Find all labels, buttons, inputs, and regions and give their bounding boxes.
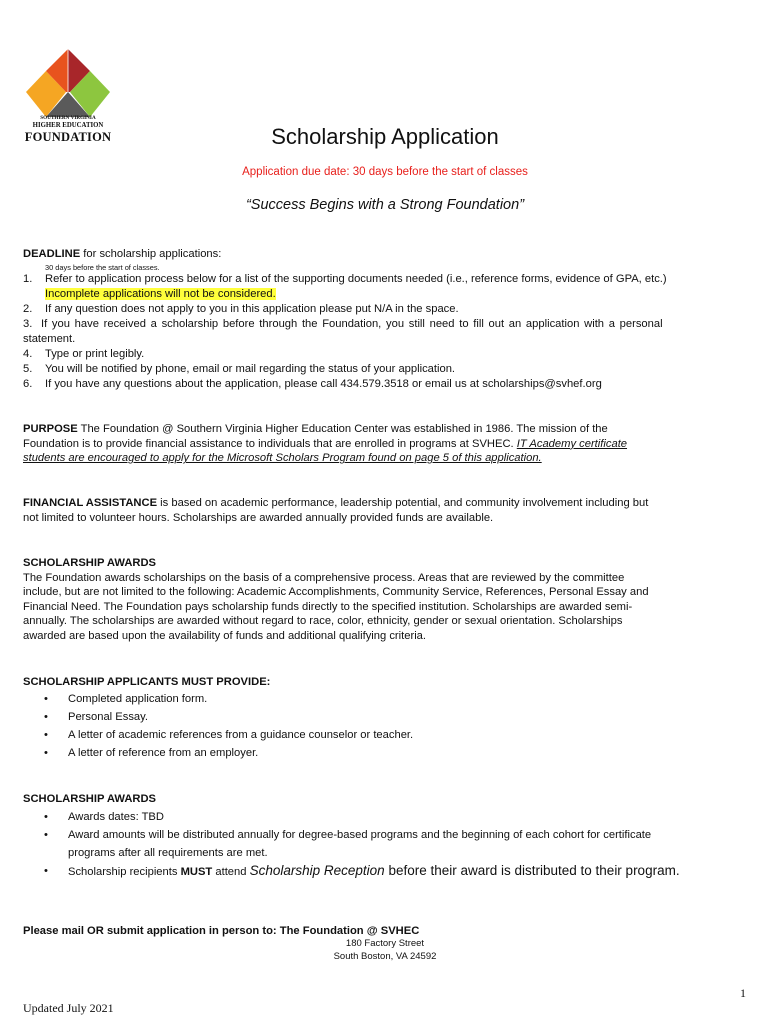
it-academy-note: students are encouraged to apply for the Microsoft Scholars Program found on page 5 of this application. [23, 452, 542, 465]
list-item: • Completed application form. [44, 690, 744, 708]
item-number: 2. [23, 303, 33, 315]
section-heading: SCHOLARSHIP AWARDS [23, 557, 157, 569]
logo-text-line3: FOUNDATION [24, 130, 112, 144]
item-number: 4. [23, 348, 33, 360]
list-item: • Awards dates: TBD [44, 808, 744, 826]
item-text: If any question does not apply to you in this application please put N/A in the space. [45, 303, 459, 315]
address-street: 180 Factory Street [345, 938, 425, 949]
awards-line: The Foundation awards scholarships on the basis of a comprehensive process. Areas that are reviewed by the committee [23, 571, 625, 584]
awards2-list [44, 808, 744, 881]
item-text: Award amounts will be distributed annually for degree-based programs and the beginning of each cohort for certificate [68, 829, 652, 841]
item-text: before their award is distributed to their program. [384, 863, 680, 878]
list-item [44, 862, 744, 881]
logo-text-line1: SOUTHERN VIRGINIA [40, 115, 96, 121]
list-item [44, 826, 744, 862]
purpose-text: Foundation is to provide financial assistance to individuals that are enrolled in programs at SVHEC. [23, 437, 517, 450]
due-date: Application due date: 30 days before the start of classes [242, 166, 528, 178]
mail-instructions: Please mail OR submit application in person to: The Foundation @ SVHEC [23, 925, 420, 937]
financial-text: not limited to volunteer hours. Scholarships are awarded annually provided funds are available. [23, 511, 494, 524]
item-text: Type or print legibly. [45, 348, 145, 360]
updated-date: Updated July 2021 [23, 1001, 114, 1015]
item-text: Refer to application process below for a list of the supporting documents needed (i.e., reference forms, evidence of GPA, etc.) [45, 273, 667, 285]
awards-section [23, 556, 733, 644]
deadline-item-2 [23, 302, 748, 317]
item-number: 5. [23, 363, 33, 375]
logo-text-line2: HIGHER EDUCATION [32, 122, 104, 129]
awards-line: awarded are based upon the availability of funds and additional qualifying criteria. [23, 629, 427, 642]
deadline-item-1b [23, 287, 748, 302]
must-provide-heading: SCHOLARSHIP APPLICANTS MUST PROVIDE: [23, 676, 271, 688]
deadline-heading [23, 247, 748, 262]
reception-name: Scholarship Reception [249, 863, 385, 878]
logo-diamond-icon [22, 47, 114, 119]
item-text: attend [212, 866, 250, 878]
must-provide-list [44, 690, 744, 762]
deadline-item-6 [23, 377, 748, 392]
purpose-text: The Foundation @ Southern Virginia Higher Education Center was established in 1986. The mission of the [77, 423, 608, 435]
purpose-label: PURPOSE [23, 423, 78, 435]
address-city: South Boston, VA 24592 [333, 950, 437, 962]
item-text: Scholarship recipients [68, 866, 181, 878]
highlighted-warning: Incomplete applications will not be considered. [45, 288, 276, 300]
financial-section [23, 496, 733, 525]
slogan: “Success Begins with a Strong Foundation” [245, 197, 525, 213]
item-text: You will be notified by phone, email or mail regarding the status of your application. [45, 363, 456, 375]
page-number: 1 [740, 986, 746, 1000]
item-text: If you have received a scholarship before through the Foundation, you still need to fill out an application with a personal [41, 318, 663, 330]
financial-label: FINANCIAL ASSISTANCE [23, 497, 158, 509]
financial-text: is based on academic performance, leadership potential, and community involvement including but [157, 497, 649, 509]
item-number: 6. [23, 378, 33, 390]
awards-line: Financial Need. The Foundation pays scholarship funds directly to the specified institution. Scholarships are awarded semi- [23, 600, 633, 613]
list-item: • A letter of reference from an employer. [44, 744, 744, 762]
deadline-item-5 [23, 362, 748, 377]
it-academy-note: IT Academy certificate [516, 437, 628, 450]
item-text: If you have any questions about the application, please call 434.579.3518 or email us at scholarships@svhef.org [45, 378, 602, 390]
purpose-section [23, 422, 733, 466]
deadline-item-3 [23, 317, 748, 332]
deadline-label: DEADLINE [23, 248, 81, 260]
must-emphasis: MUST [180, 866, 213, 878]
item-text: programs after all requirements are met. [68, 847, 268, 859]
list-item: • A letter of academic references from a guidance counselor or teacher. [44, 726, 744, 744]
item-number: 3. [23, 318, 33, 330]
mail-address [260, 938, 510, 963]
deadline-item-3b [23, 332, 748, 347]
deadline-small: 30 days before the start of classes. [45, 263, 160, 272]
deadline-text: for scholarship applications: [80, 248, 222, 260]
deadline-item-4 [23, 347, 748, 362]
deadline-item-1 [23, 272, 748, 287]
awards2-heading: SCHOLARSHIP AWARDS [23, 793, 157, 805]
item-text: statement. [23, 333, 76, 345]
awards-line: annually. The scholarships are awarded without regard to race, color, ethnicity, gender or sexual orientation. Scholarships [23, 615, 623, 628]
item-number: 1. [23, 273, 33, 285]
awards-line: include, but are not limited to the following: Academic Accomplishments, Community Service, References, Personal Essay and [23, 586, 649, 599]
list-item: • Personal Essay. [44, 708, 744, 726]
page-title: Scholarship Application [271, 124, 499, 149]
